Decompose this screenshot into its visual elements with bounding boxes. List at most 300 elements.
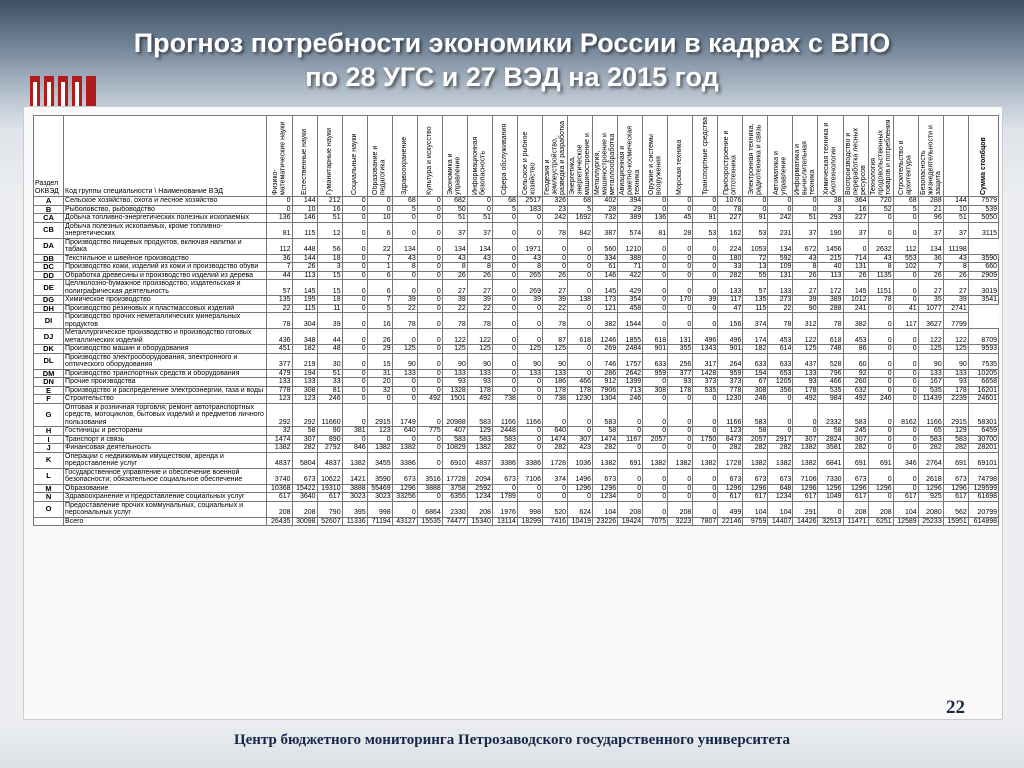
value-cell: 224	[718, 238, 743, 254]
value-cell: 0	[392, 386, 417, 395]
value-cell: 15	[317, 271, 342, 280]
value-cell: 714	[843, 254, 868, 263]
value-cell: 6	[367, 222, 392, 238]
value-cell: 0	[568, 254, 593, 263]
value-cell: 0	[868, 493, 893, 502]
column-header	[943, 116, 968, 197]
value-cell: 0	[668, 493, 693, 502]
value-cell: 0	[267, 205, 292, 214]
value-cell: 1076	[718, 197, 743, 206]
value-cell: 0	[893, 271, 918, 280]
value-cell: 3023	[342, 493, 367, 502]
value-cell: 382	[843, 313, 868, 329]
value-cell: 0	[643, 280, 668, 296]
value-cell: 57	[267, 280, 292, 296]
value-cell: 0	[492, 214, 517, 223]
value-cell: 583	[918, 435, 943, 444]
value-cell: 282	[542, 444, 567, 453]
value-cell: 7106	[793, 468, 818, 484]
table-row	[34, 395, 999, 404]
value-cell: 3758	[442, 484, 467, 493]
value-cell: 122	[442, 329, 467, 345]
value-cell: 39	[943, 296, 968, 305]
value-cell: 37	[918, 222, 943, 238]
value-cell: 23226	[593, 517, 618, 526]
okved-code: K	[34, 452, 64, 468]
value-cell: 8	[442, 263, 467, 272]
column-header-label: Строительство и архитектура	[898, 140, 913, 195]
value-cell: 1166	[718, 403, 743, 427]
value-cell: 0	[693, 205, 718, 214]
value-cell: 288	[818, 304, 843, 313]
activity-name: Металлургическое производство и производство готовых металлических изделий	[64, 329, 267, 345]
value-cell: 617	[718, 493, 743, 502]
value-cell: 0	[743, 197, 768, 206]
value-cell: 178	[793, 386, 818, 395]
value-cell: 38	[818, 197, 843, 206]
value-cell: 778	[718, 386, 743, 395]
value-cell: 1296	[392, 484, 417, 493]
value-cell: 0	[568, 263, 593, 272]
activity-name: Производство транспортных средств и оборудования	[64, 369, 267, 378]
value-cell: 0	[693, 493, 718, 502]
value-cell: 27	[467, 280, 492, 296]
value-cell: 282	[492, 444, 517, 453]
value-cell: 451	[267, 345, 292, 354]
value-cell: 520	[542, 501, 567, 517]
value-cell: 1230	[568, 395, 593, 404]
okved-code: DN	[34, 378, 64, 387]
value-cell: 78	[542, 222, 567, 238]
activity-name: Целлюлозно-бумажное производство; издательская и полиграфическая деятельность	[64, 280, 267, 296]
value-cell: 90	[317, 427, 342, 436]
value-cell: 1304	[593, 395, 618, 404]
value-cell: 0	[868, 378, 893, 387]
value-cell: 407	[442, 427, 467, 436]
activity-name: Добыча полезных ископаемых, кроме топливно-энергетических	[64, 222, 267, 238]
value-cell: 0	[492, 280, 517, 296]
column-header	[668, 116, 693, 197]
footer-text: Центр бюджетного мониторинга Петрозаводского государственного университета	[233, 732, 791, 748]
row-sum-cell: 58301	[968, 403, 998, 427]
value-cell: 0	[618, 403, 643, 427]
column-header-label: Информационная безопасность	[472, 136, 487, 195]
value-cell: 27	[918, 280, 943, 296]
value-cell: 492	[843, 395, 868, 404]
value-cell: 0	[342, 329, 367, 345]
value-cell: 0	[893, 427, 918, 436]
value-cell: 1496	[568, 468, 593, 484]
value-cell: 653	[768, 369, 793, 378]
value-cell: 535	[818, 386, 843, 395]
value-cell: 0	[668, 484, 693, 493]
value-cell: 1976	[492, 501, 517, 517]
value-cell: 208	[292, 501, 317, 517]
value-cell: 0	[643, 468, 668, 484]
value-cell: 178	[542, 386, 567, 395]
value-cell: 0	[517, 313, 542, 329]
value-cell: 0	[868, 345, 893, 354]
table-row	[34, 329, 999, 345]
value-cell: 0	[868, 403, 893, 427]
demand-forecast-table	[33, 115, 999, 526]
value-cell: 617	[943, 493, 968, 502]
value-cell: 138	[568, 296, 593, 305]
value-cell: 115	[292, 222, 317, 238]
value-cell: 1296	[843, 484, 868, 493]
value-cell: 3386	[517, 452, 542, 468]
value-cell: 1049	[818, 493, 843, 502]
value-cell: 0	[467, 205, 492, 214]
value-cell: 0	[893, 395, 918, 404]
value-cell: 0	[693, 263, 718, 272]
value-cell: 326	[542, 197, 567, 206]
value-cell: 0	[517, 484, 542, 493]
okved-code: O	[34, 501, 64, 517]
value-cell: 264	[718, 353, 743, 369]
value-cell: 672	[793, 238, 818, 254]
value-cell: 0	[893, 468, 918, 484]
value-cell: 1382	[267, 444, 292, 453]
table-row	[34, 484, 999, 493]
okved-code: B	[34, 205, 64, 214]
value-cell: 87	[542, 329, 567, 345]
value-cell: 778	[267, 386, 292, 395]
row-sum-cell: 7535	[968, 353, 998, 369]
value-cell: 78	[868, 296, 893, 305]
value-cell: 93	[442, 378, 467, 387]
value-cell: 1382	[367, 444, 392, 453]
page-number: 22	[946, 697, 965, 718]
column-header-label: Энергетика, энергетическое машиностроение и	[569, 133, 592, 195]
value-cell: 1474	[267, 435, 292, 444]
value-cell: 241	[843, 304, 868, 313]
table-row	[34, 501, 999, 517]
activity-name: Обработка древесины и производство изделий из дерева	[64, 271, 267, 280]
value-cell: 122	[793, 329, 818, 345]
value-cell: 293	[818, 214, 843, 223]
value-cell: 592	[768, 254, 793, 263]
okved-code: N	[34, 493, 64, 502]
value-cell: 673	[768, 468, 793, 484]
value-cell: 26435	[267, 517, 292, 526]
value-cell: 78	[467, 313, 492, 329]
value-cell: 0	[643, 395, 668, 404]
value-cell: 7	[918, 263, 943, 272]
value-cell: 25233	[918, 517, 943, 526]
value-cell: 40	[818, 263, 843, 272]
value-cell: 0	[668, 427, 693, 436]
value-cell: 15	[367, 353, 392, 369]
column-header-label: Приборостроение и оптотехника	[722, 130, 738, 195]
value-cell: 39	[392, 296, 417, 305]
value-cell: 57	[743, 280, 768, 296]
column-header	[618, 116, 643, 197]
value-cell: 0	[668, 197, 693, 206]
value-cell: 81	[267, 222, 292, 238]
value-cell: 1692	[568, 214, 593, 223]
value-cell: 133	[442, 369, 467, 378]
value-cell: 242	[542, 214, 567, 223]
activity-name: Химическое производство	[64, 296, 267, 305]
value-cell: 2824	[818, 435, 843, 444]
value-cell: 78	[768, 313, 793, 329]
value-cell: 44	[267, 271, 292, 280]
value-cell: 125	[918, 345, 943, 354]
value-cell: 67	[743, 378, 768, 387]
value-cell: 134	[768, 238, 793, 254]
value-cell: 0	[342, 313, 367, 329]
value-cell: 0	[417, 369, 442, 378]
value-cell: 26	[542, 271, 567, 280]
column-header	[768, 116, 793, 197]
value-cell: 8162	[893, 403, 918, 427]
value-cell: 22	[442, 304, 467, 313]
column-header-label: Технология продовольственных товаров и потребления	[869, 119, 892, 195]
value-cell: 6	[367, 271, 392, 280]
value-cell: 3516	[417, 468, 442, 484]
value-cell: 78	[267, 313, 292, 329]
value-cell: 3581	[818, 444, 843, 453]
value-cell: 11336	[342, 517, 367, 526]
value-cell: 0	[417, 254, 442, 263]
value-cell: 123	[267, 395, 292, 404]
value-cell: 0	[643, 238, 668, 254]
value-cell: 388	[618, 254, 643, 263]
value-cell: 32	[367, 386, 392, 395]
value-cell: 90	[517, 353, 542, 369]
value-cell: 3223	[668, 517, 693, 526]
value-cell: 146	[593, 271, 618, 280]
value-cell: 0	[643, 296, 668, 305]
value-cell: 2764	[918, 452, 943, 468]
okved-code: DH	[34, 304, 64, 313]
value-cell: 282	[918, 444, 943, 453]
value-cell: 90	[542, 353, 567, 369]
value-cell: 1296	[793, 484, 818, 493]
value-cell: 648	[768, 484, 793, 493]
value-cell: 0	[492, 222, 517, 238]
value-cell: 0	[893, 386, 918, 395]
value-cell: 3627	[918, 313, 943, 329]
value-cell: 23	[542, 205, 567, 214]
value-cell: 1166	[918, 403, 943, 427]
header-code: Раздел ОКВЭД	[34, 116, 64, 197]
value-cell: 246	[743, 395, 768, 404]
value-cell: 0	[668, 280, 693, 296]
value-cell: 0	[392, 280, 417, 296]
value-cell: 0	[342, 271, 367, 280]
value-cell: 125	[542, 345, 567, 354]
value-cell: 131	[768, 271, 793, 280]
value-cell: 5804	[292, 452, 317, 468]
okved-code: A	[34, 197, 64, 206]
value-cell: 1012	[843, 296, 868, 305]
activity-name: Сельское хозяйство, охота и лесное хозяйство	[64, 197, 267, 206]
value-cell: 1750	[693, 435, 718, 444]
value-cell: 39	[542, 296, 567, 305]
value-cell: 0	[568, 493, 593, 502]
value-cell: 43127	[392, 517, 417, 526]
value-cell: 307	[292, 435, 317, 444]
value-cell: 0	[893, 369, 918, 378]
value-cell: 112	[267, 238, 292, 254]
value-cell: 215	[818, 254, 843, 263]
value-cell: 7906	[593, 386, 618, 395]
value-cell: 2332	[818, 403, 843, 427]
value-cell: 109	[768, 263, 793, 272]
value-cell: 7807	[693, 517, 718, 526]
value-cell: 112	[893, 238, 918, 254]
okved-code: I	[34, 435, 64, 444]
value-cell: 0	[768, 205, 793, 214]
value-cell: 0	[492, 238, 517, 254]
value-cell: 7416	[542, 517, 567, 526]
value-cell: 0	[342, 205, 367, 214]
column-header-label: Экономика и управление	[447, 153, 462, 195]
value-cell: 1296	[918, 484, 943, 493]
value-cell: 453	[843, 329, 868, 345]
value-cell: 11439	[918, 395, 943, 404]
value-cell: 55	[743, 271, 768, 280]
value-cell: 458	[618, 304, 643, 313]
value-cell: 0	[643, 403, 668, 427]
value-cell: 307	[568, 435, 593, 444]
value-cell: 0	[492, 296, 517, 305]
value-cell: 144	[943, 197, 968, 206]
value-cell: 156	[718, 313, 743, 329]
okved-code: DC	[34, 263, 64, 272]
value-cell: 45	[668, 214, 693, 223]
row-sum-cell: 7579	[968, 197, 998, 206]
column-header	[868, 116, 893, 197]
activity-name: Производство резиновых и пластмассовых изделий	[64, 304, 267, 313]
value-cell: 1421	[342, 468, 367, 484]
value-cell: 720	[868, 197, 893, 206]
column-header-label: Оружие и системы вооружения	[647, 134, 663, 195]
value-cell: 10	[367, 214, 392, 223]
table-row	[34, 435, 999, 444]
value-cell: 998	[517, 501, 542, 517]
value-cell: 0	[668, 435, 693, 444]
value-cell: 0	[868, 435, 893, 444]
column-header	[492, 116, 517, 197]
value-cell: 4837	[467, 452, 492, 468]
column-header	[743, 116, 768, 197]
value-cell: 61	[593, 263, 618, 272]
value-cell: 1456	[818, 238, 843, 254]
value-cell: 134	[918, 238, 943, 254]
value-cell: 959	[643, 369, 668, 378]
value-cell: 691	[868, 452, 893, 468]
okved-code: DL	[34, 353, 64, 369]
column-header	[442, 116, 467, 197]
value-cell: 133	[793, 369, 818, 378]
value-cell: 1135	[868, 271, 893, 280]
value-cell: 6355	[442, 493, 467, 502]
value-cell: 437	[793, 353, 818, 369]
value-cell: 48	[317, 345, 342, 354]
value-cell: 0	[517, 435, 542, 444]
value-cell: 673	[392, 468, 417, 484]
value-cell: 348	[292, 329, 317, 345]
row-sum-cell: 3115	[968, 222, 998, 238]
value-cell: 53	[743, 222, 768, 238]
value-cell: 2592	[467, 484, 492, 493]
value-cell: 78	[442, 313, 467, 329]
activity-name: Предоставление прочих коммунальных, социальных и персональных услуг	[64, 501, 267, 517]
value-cell: 71	[618, 263, 643, 272]
value-cell: 32	[267, 427, 292, 436]
value-cell: 282	[593, 444, 618, 453]
value-cell: 1296	[818, 484, 843, 493]
row-sum-cell: 11198	[943, 238, 968, 254]
value-cell: 617	[893, 493, 918, 502]
value-cell: 5	[392, 205, 417, 214]
value-cell: 43	[467, 254, 492, 263]
value-cell: 102	[893, 263, 918, 272]
row-sum-cell: 539	[968, 205, 998, 214]
value-cell: 0	[492, 329, 517, 345]
value-cell: 51	[317, 214, 342, 223]
value-cell: 16	[317, 205, 342, 214]
table-row	[34, 468, 999, 484]
column-header-label: Физико-математические науки	[271, 121, 287, 195]
value-cell: 0	[693, 484, 718, 493]
value-cell: 394	[618, 197, 643, 206]
value-cell: 0	[417, 304, 442, 313]
okved-code: G	[34, 403, 64, 427]
value-cell: 16	[843, 205, 868, 214]
value-cell: 282	[718, 444, 743, 453]
value-cell: 6	[367, 280, 392, 296]
value-cell: 0	[417, 313, 442, 329]
value-cell: 0	[392, 222, 417, 238]
value-cell: 0	[868, 369, 893, 378]
value-cell: 8	[467, 263, 492, 272]
value-cell: 282	[768, 444, 793, 453]
value-cell: 33256	[392, 493, 417, 502]
value-cell: 0	[693, 427, 718, 436]
value-cell: 0	[542, 403, 567, 427]
value-cell: 732	[593, 214, 618, 223]
value-cell: 68	[893, 197, 918, 206]
value-cell: 0	[868, 313, 893, 329]
value-cell: 43	[943, 254, 968, 263]
value-cell: 583	[492, 435, 517, 444]
value-cell: 0	[342, 345, 367, 354]
value-cell: 0	[693, 280, 718, 296]
value-cell: 0	[367, 205, 392, 214]
value-cell: 1234	[593, 493, 618, 502]
row-sum-cell: 28201	[968, 444, 998, 453]
value-cell: 0	[843, 238, 868, 254]
value-cell: 496	[718, 329, 743, 345]
value-cell: 466	[568, 378, 593, 387]
value-cell: 131	[843, 263, 868, 272]
table-row	[34, 444, 999, 453]
row-sum-cell: 2741	[943, 304, 968, 313]
value-cell: 673	[843, 468, 868, 484]
value-cell: 1382	[467, 444, 492, 453]
value-cell: 43	[442, 254, 467, 263]
value-cell: 133	[292, 378, 317, 387]
value-cell: 212	[317, 197, 342, 206]
value-cell: 1296	[718, 484, 743, 493]
value-cell: 91	[743, 214, 768, 223]
value-cell: 0	[342, 197, 367, 206]
value-cell: 133	[918, 369, 943, 378]
